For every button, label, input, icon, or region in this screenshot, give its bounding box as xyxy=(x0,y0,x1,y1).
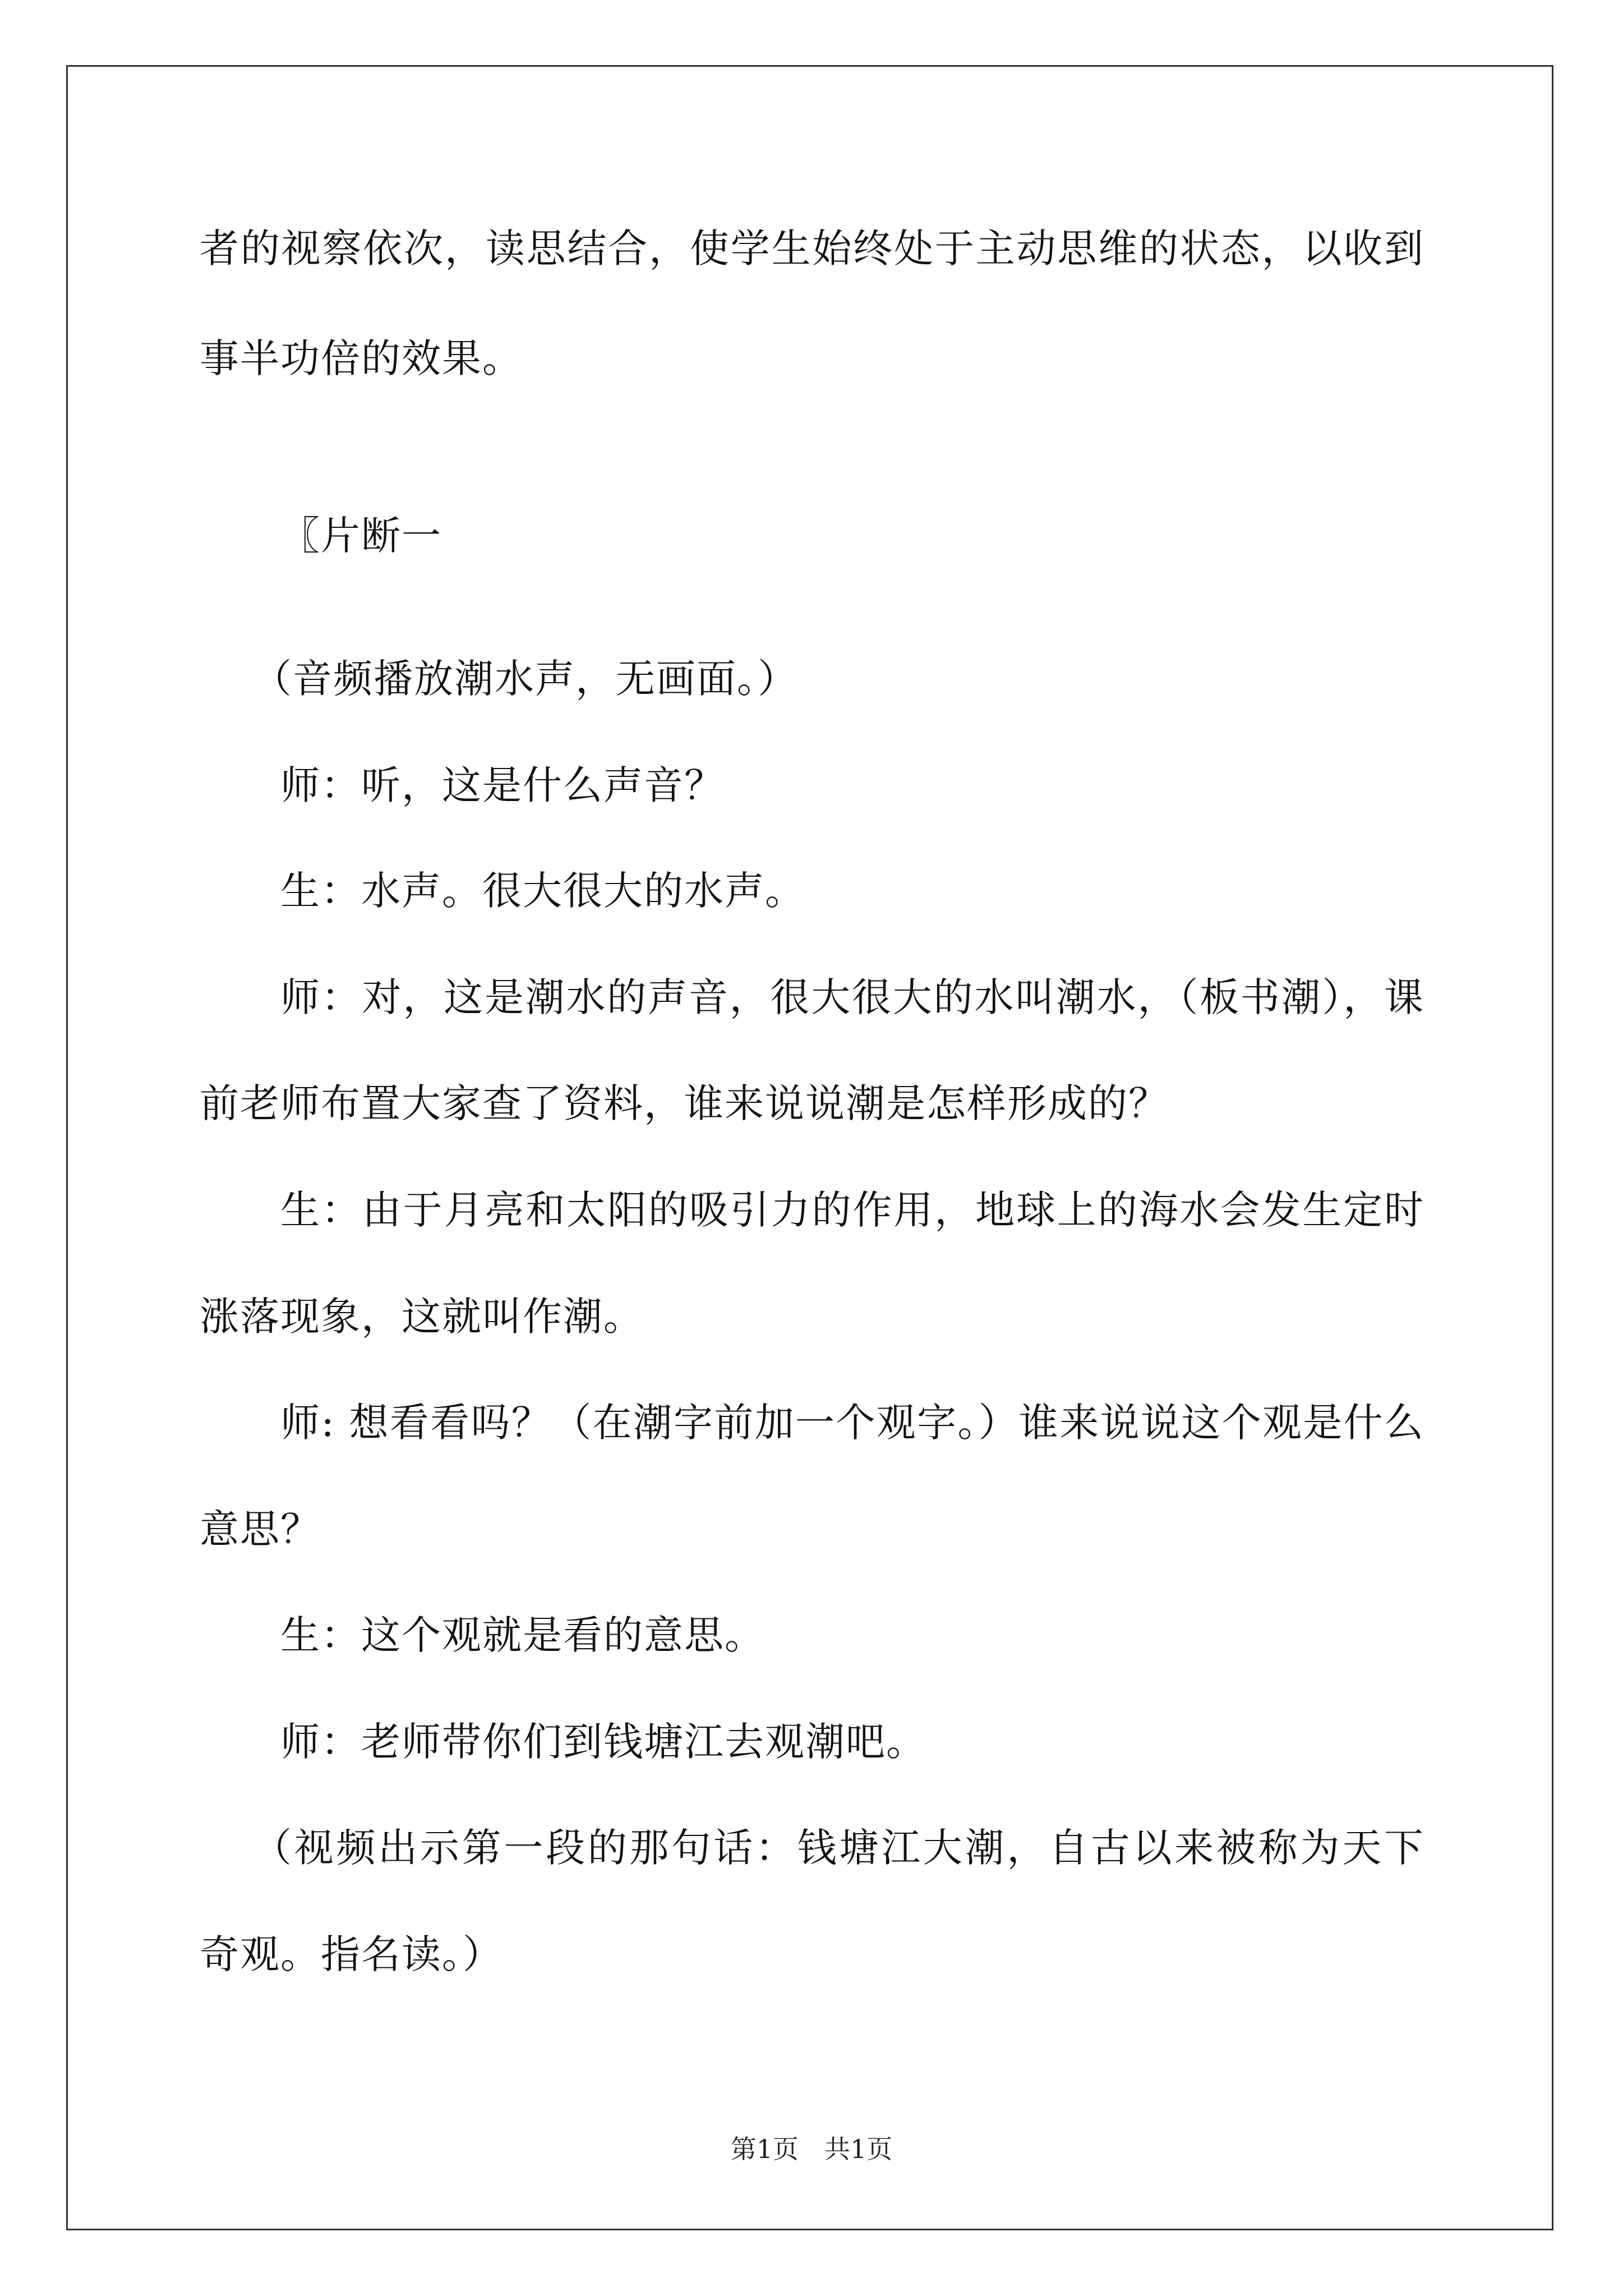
paragraph-line: 事半功倍的效果。 xyxy=(200,335,523,381)
paragraph-line: 前老师布置大家查了资料，谁来说说潮是怎样形成的？ xyxy=(200,1080,1169,1126)
page-border xyxy=(66,65,1553,2230)
paragraph-line: 师：老师带你们到钱塘江去观潮吧。 xyxy=(280,1719,926,1765)
paragraph-line: 生：这个观就是看的意思。 xyxy=(280,1612,765,1658)
section-heading: 〖片断一 xyxy=(280,513,442,559)
paragraph-line: 师：听，这是什么声音？ xyxy=(280,762,725,808)
paragraph-line: （视频出示第一段的那句话：钱塘江大潮，自古以来被称为天下 xyxy=(252,1825,1424,1871)
paragraph-line: 生：由于月亮和太阳的吸引力的作用，地球上的海水会发生定时 xyxy=(280,1187,1424,1233)
paragraph-line: 生：水声。很大很大的水声。 xyxy=(280,868,805,914)
paragraph-line: 师：对，这是潮水的声音，很大很大的水叫潮水，（板书潮），课 xyxy=(280,974,1424,1020)
paragraph-line: 涨落现象，这就叫作潮。 xyxy=(200,1294,644,1340)
paragraph-line: （音频播放潮水声，无画面。） xyxy=(252,656,798,702)
page-number-footer: 第1页 共1页 xyxy=(730,2134,893,2164)
paragraph-line: 意思？ xyxy=(200,1506,321,1552)
paragraph-line: 师: 想看看吗？（在潮字前加一个观字。）谁来说说这个观是什么 xyxy=(280,1400,1424,1446)
paragraph-line: 奇观。指名读。） xyxy=(200,1931,503,1977)
paragraph-line: 者的视察依次，读思结合，使学生始终处于主动思维的状态，以收到 xyxy=(200,226,1424,272)
